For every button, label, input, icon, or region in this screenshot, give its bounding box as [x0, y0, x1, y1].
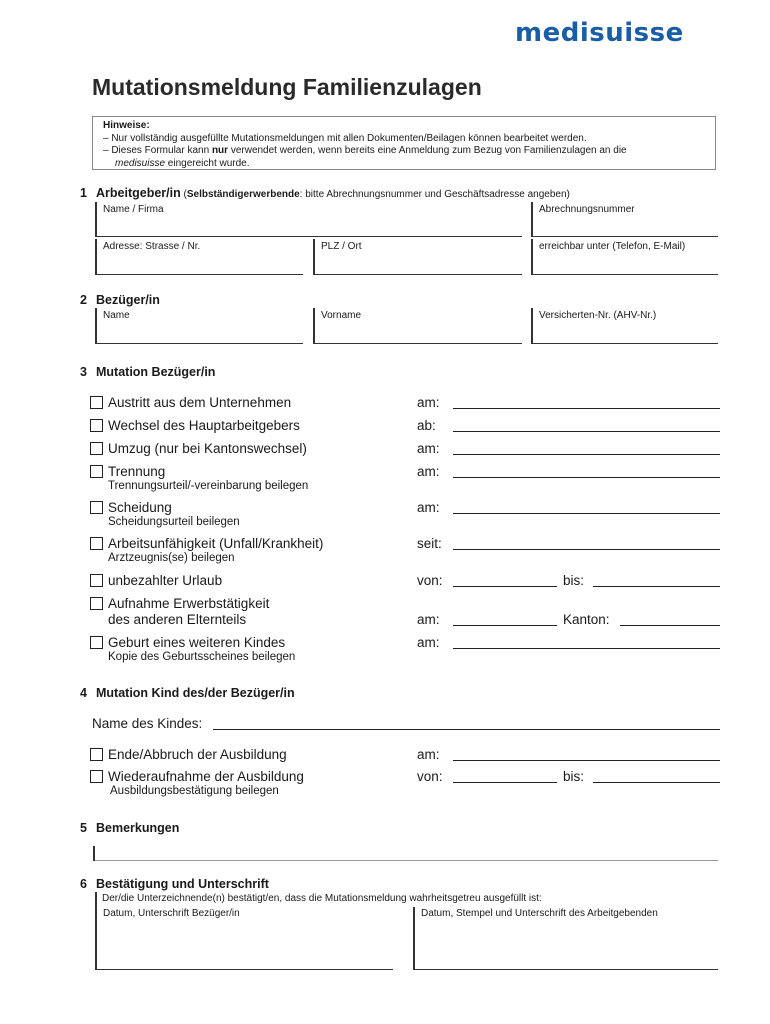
label-scheidung: Scheidung [108, 500, 172, 515]
from-label: von: [417, 573, 443, 588]
checkbox-austritt[interactable] [90, 396, 103, 409]
checkbox-urlaub[interactable] [90, 574, 103, 587]
to-label: bis: [563, 573, 585, 588]
date-label: am: [417, 441, 440, 456]
employer-name-field[interactable]: Name / Firma [95, 202, 522, 237]
note-scheidung: Scheidungsurteil beilegen [108, 516, 240, 528]
label-wechsel: Wechsel des Hauptarbeitgebers [108, 418, 300, 433]
signature-recipient-field[interactable]: Datum, Unterschrift Bezüger/in [95, 892, 393, 970]
checkbox-wiederaufnahme[interactable] [90, 770, 103, 783]
employer-contact-field[interactable]: erreichbar unter (Telefon, E-Mail) [531, 239, 718, 275]
date-label: ab: [417, 418, 436, 433]
canton-input[interactable] [620, 625, 720, 626]
note-line-1: – Nur vollständig ausgefüllte Mutationsmeldungen mit allen Dokumenten/Beilagen können bearbeitet werden. [103, 132, 587, 144]
from-input-urlaub[interactable] [453, 586, 557, 587]
section-6-heading: 6 Bestätigung und Unterschrift [80, 877, 269, 891]
page-title: Mutationsmeldung Familienzulagen [92, 74, 482, 100]
to-input-urlaub[interactable] [593, 586, 720, 587]
remarks-marker [93, 846, 95, 861]
section-2-heading: 2 Bezüger/in [80, 293, 160, 307]
recipient-firstname-field[interactable]: Vorname [313, 308, 522, 344]
date-input-ende-ausbildung[interactable] [453, 760, 720, 761]
note-wiederaufnahme: Ausbildungsbestätigung beilegen [110, 785, 279, 797]
section-4-heading: 4 Mutation Kind des/der Bezüger/in [80, 686, 295, 700]
section-3-heading: 3 Mutation Bezüger/in [80, 365, 216, 379]
account-number-field[interactable]: Abrechnungsnummer [531, 202, 718, 237]
checkbox-arbeitsunfaehigkeit[interactable] [90, 537, 103, 550]
section-1-heading: 1 Arbeitgeber/in (Selbständigerwerbende: bitte Abrechnungsnummer und Geschäftsadresse angeben) [80, 186, 570, 200]
label-ende-ausbildung: Ende/Abbruch der Ausbildung [108, 747, 287, 762]
date-input-arbeitsunfaehigkeit[interactable] [453, 549, 720, 550]
label-erwerbstaetigkeit: Aufnahme Erwerbstätigkeit [108, 596, 270, 611]
date-input-geburt[interactable] [453, 648, 720, 649]
note-line-2: – Dieses Formular kann nur verwendet werden, wenn bereits eine Anmeldung zum Bezug von Familienzulagen an die [103, 145, 627, 156]
label-umzug: Umzug (nur bei Kantonswechsel) [108, 441, 307, 456]
checkbox-ende-ausbildung[interactable] [90, 748, 103, 761]
note-trennung: Trennungsurteil/-vereinbarung beilegen [108, 480, 309, 492]
date-label: seit: [417, 536, 442, 551]
note-arbeitsunfaehigkeit: Arztzeugnis(se) beilegen [108, 552, 235, 564]
label-erwerbstaetigkeit-2: des anderen Elternteils [108, 612, 247, 627]
confirmation-text: Der/die Unterzeichnende(n) bestätigt/en, dass die Mutationsmeldung wahrheitsgetreu ausgefüllt ist: [102, 893, 542, 904]
label-austritt: Austritt aus dem Unternehmen [108, 395, 292, 410]
employer-address-field[interactable]: Adresse: Strasse / Nr. [95, 239, 303, 275]
checkbox-umzug[interactable] [90, 442, 103, 455]
checkbox-wechsel[interactable] [90, 419, 103, 432]
date-label: am: [417, 464, 440, 479]
from-label: von: [417, 769, 443, 784]
checkbox-erwerbstaetigkeit[interactable] [90, 597, 103, 610]
label-urlaub: unbezahlter Urlaub [108, 573, 223, 588]
checkbox-scheidung[interactable] [90, 501, 103, 514]
label-geburt: Geburt eines weiteren Kindes [108, 635, 286, 650]
remarks-input[interactable] [95, 860, 718, 861]
note-line-3: medisuisse eingereicht wurde. [115, 157, 250, 169]
date-label: am: [417, 612, 440, 627]
ahv-number-field[interactable]: Versicherten-Nr. (AHV-Nr.) [531, 308, 718, 344]
checkbox-trennung[interactable] [90, 465, 103, 478]
child-name-input[interactable] [213, 729, 720, 730]
child-name-label: Name des Kindes: [92, 716, 203, 731]
recipient-name-field[interactable]: Name [95, 308, 303, 344]
date-label: am: [417, 635, 440, 650]
date-input-wechsel[interactable] [453, 431, 720, 432]
notes-heading: Hinweise: [103, 120, 150, 131]
from-input-wiederaufnahme[interactable] [453, 782, 557, 783]
date-input-erwerbstaetigkeit[interactable] [453, 625, 557, 626]
date-label: am: [417, 747, 440, 762]
date-input-trennung[interactable] [453, 477, 720, 478]
employer-plz-field[interactable]: PLZ / Ort [313, 239, 522, 275]
medisuisse-logo: medisuisse [515, 18, 684, 48]
label-arbeitsunfaehigkeit: Arbeitsunfähigkeit (Unfall/Krankheit) [108, 536, 324, 551]
section-5-heading: 5 Bemerkungen [80, 821, 180, 835]
note-geburt: Kopie des Geburtsscheines beilegen [108, 651, 296, 663]
date-label: am: [417, 395, 440, 410]
to-input-wiederaufnahme[interactable] [593, 782, 720, 783]
notes-box [92, 116, 716, 170]
date-input-umzug[interactable] [453, 454, 720, 455]
checkbox-geburt[interactable] [90, 636, 103, 649]
to-label: bis: [563, 769, 585, 784]
date-input-austritt[interactable] [453, 408, 720, 409]
canton-label: Kanton: [563, 612, 610, 627]
label-wiederaufnahme: Wiederaufnahme der Ausbildung [108, 769, 304, 784]
signature-employer-field[interactable]: Datum, Stempel und Unterschrift des Arbeitgebenden [413, 907, 718, 970]
date-input-scheidung[interactable] [453, 513, 720, 514]
label-trennung: Trennung [108, 464, 166, 479]
date-label: am: [417, 500, 440, 515]
